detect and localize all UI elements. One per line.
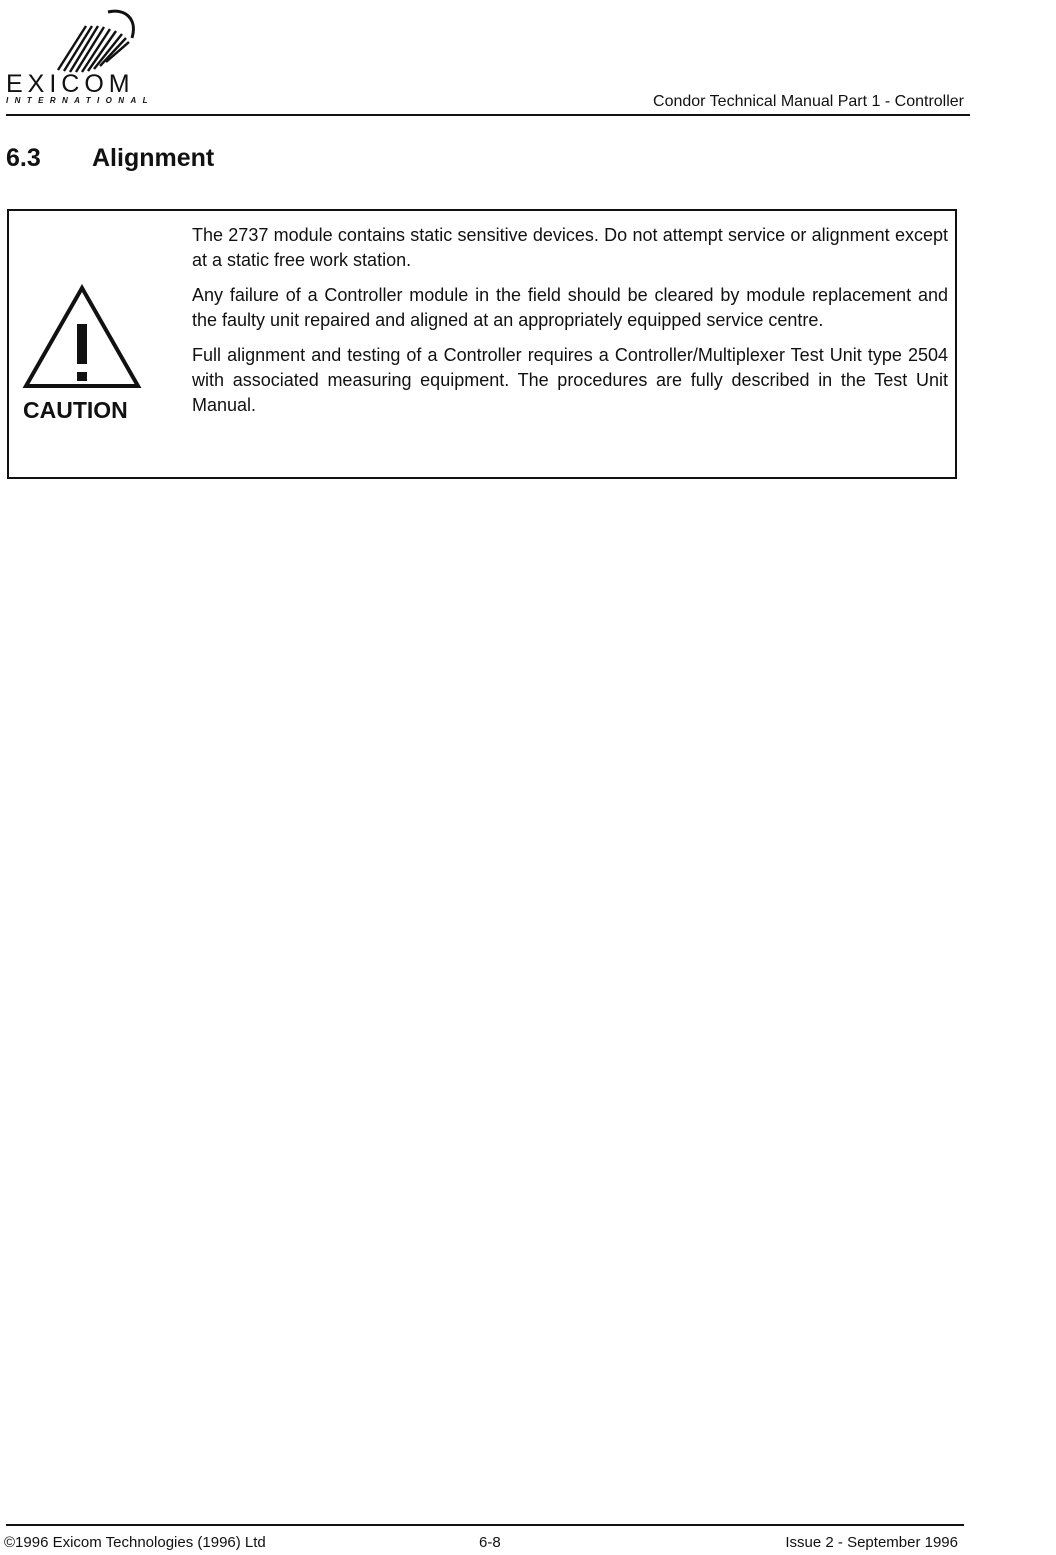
caution-paragraph: Full alignment and testing of a Controller requires a Controller/Multiplexer Test Unit type 2504 with associated measuring equipment. The procedures are fully described in the Test Unit Manual. [192,345,948,415]
warning-triangle-icon [22,284,142,390]
logo-wordmark: EXICOM [6,70,135,98]
logo-subtitle: INTERNATIONAL [6,96,154,105]
exicom-logo [6,4,166,108]
caution-label: CAUTION [23,397,128,423]
satellite-dish-icon [50,4,140,76]
document-title: Condor Technical Manual Part 1 - Controller [653,93,964,110]
caution-box [7,209,957,479]
header-divider [6,114,970,116]
section-heading [6,144,214,173]
caution-paragraph: The 2737 module contains static sensitive devices. Do not attempt service or alignment except at a static free work station. [192,225,948,270]
section-number: 6.3 [6,144,41,172]
section-title: Alignment [92,144,215,172]
footer-copyright: ©1996 Exicom Technologies (1996) Ltd [4,1534,266,1551]
footer-issue: Issue 2 - September 1996 [785,1534,958,1551]
footer-divider [6,1524,964,1526]
caution-paragraph: Any failure of a Controller module in the field should be cleared by module replacement and the faulty unit repaired and aligned at an appropriately equipped service centre. [192,285,948,330]
caution-text [192,223,948,418]
footer-page-number: 6-8 [479,1534,501,1551]
